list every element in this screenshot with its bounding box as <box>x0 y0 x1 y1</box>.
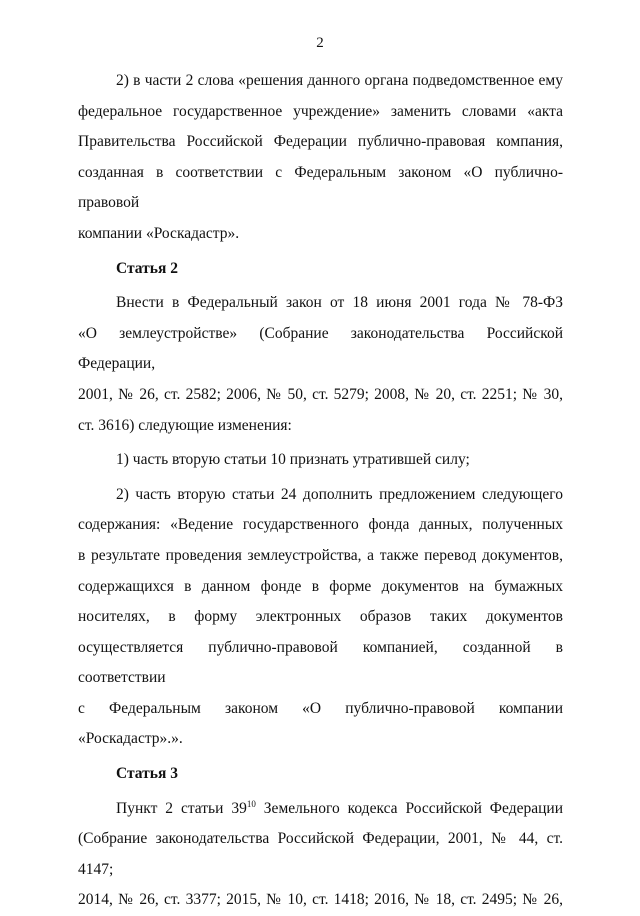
text-line: 2) в части 2 слова «решения данного органа подведомственное ему <box>116 72 563 89</box>
superscript-index: 10 <box>246 798 256 809</box>
document-body <box>78 66 563 916</box>
text-line: федеральное государственное учреждение» заменить словами «акта <box>78 102 563 120</box>
paragraph-article-2-item-2 <box>78 480 563 755</box>
article-3-heading: Статья 3 <box>116 765 178 783</box>
text-line <box>78 794 563 825</box>
text-line: содержания: «Ведение государственного фонда данных, полученных <box>78 516 563 534</box>
paragraph-article-2-intro <box>78 288 563 441</box>
paragraph-article-2-item-1 <box>78 445 563 476</box>
paragraph-amendment-2 <box>78 66 563 250</box>
text-line: компании «Роскадастр». <box>78 224 240 242</box>
text-line: Правительства Российской Федерации публично-правовая компания, <box>78 133 563 151</box>
text-fragment: Пункт 2 статьи 39 <box>116 799 247 817</box>
article-2-heading: Статья 2 <box>116 259 178 277</box>
text-line: Внести в Федеральный закон от 18 июня 2001 года № 78-ФЗ <box>116 294 563 312</box>
paragraph-article-3 <box>78 794 563 916</box>
text-line: «О землеустройстве» (Собрание законодательства Российской Федерации, <box>78 324 563 373</box>
page-number: 2 <box>316 35 324 51</box>
text-line: 2001, № 26, ст. 2582; 2006, № 50, ст. 5279; 2008, № 20, ст. 2251; № 30, <box>78 385 563 403</box>
text-line: (Собрание законодательства Российской Федерации, 2001, № 44, ст. 4147; <box>78 830 563 878</box>
text-line: носителях, в форму электронных образов таких документов <box>78 608 563 626</box>
text-line: с Федеральным законом «О публично-правовой компании «Роскадастр».». <box>78 699 563 748</box>
text-line: осуществляется публично-правовой компанией, созданной в соответствии <box>78 638 563 687</box>
text-line: 1) часть вторую статьи 10 признать утратившей силу; <box>116 451 470 469</box>
text-fragment: Земельного кодекса Российской Федерации <box>255 799 563 817</box>
text-line: в результате проведения землеустройства, а также перевод документов, <box>78 546 563 564</box>
text-line: созданная в соответствии с Федеральным законом «О публично-правовой <box>78 163 563 212</box>
text-line: 2) часть вторую статьи 24 дополнить предложением следующего <box>116 485 563 503</box>
text-line: содержащихся в данном фонде в форме документов на бумажных <box>78 577 563 595</box>
text-line: ст. 3616) следующие изменения: <box>78 416 292 434</box>
text-line: 2014, № 26, ст. 3377; 2015, № 10, ст. 1418; 2016, № 18, ст. 2495; № 26, <box>78 891 563 909</box>
